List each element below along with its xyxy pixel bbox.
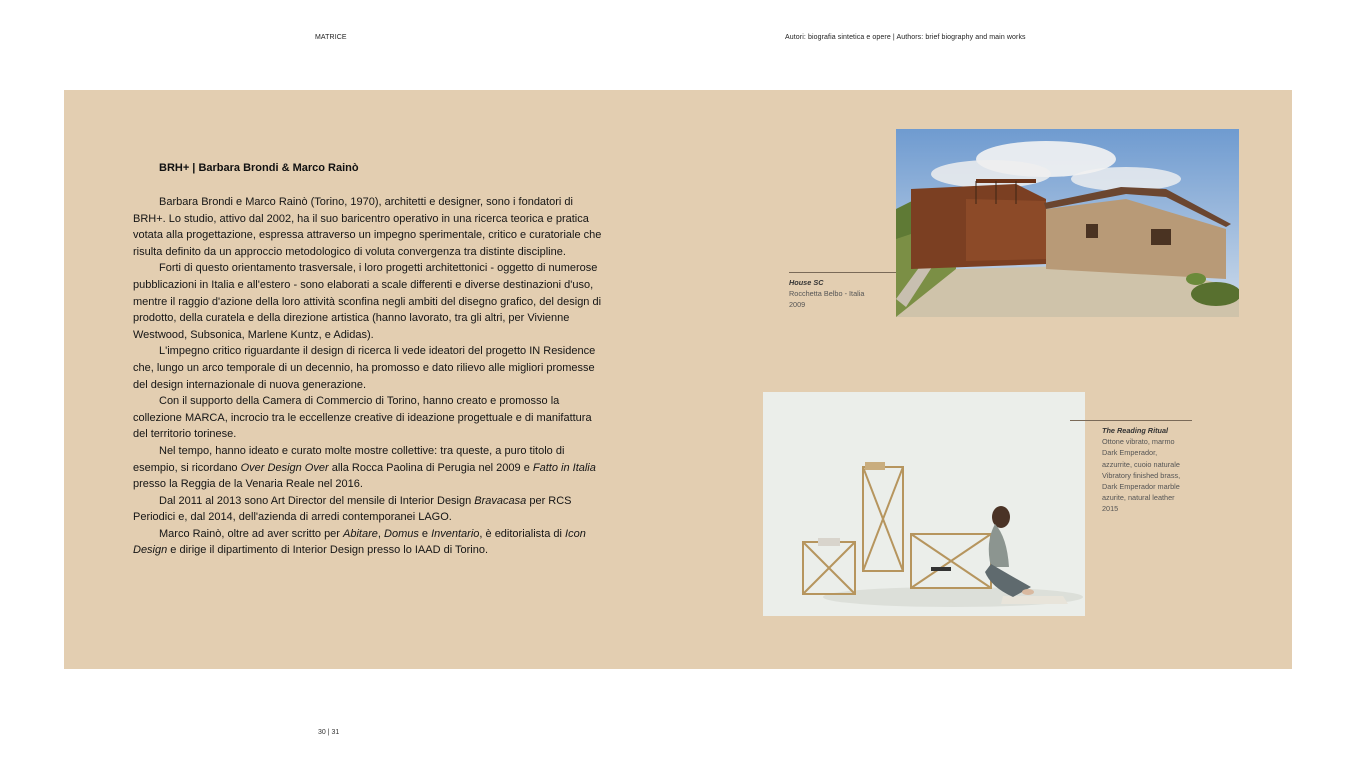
bio-paragraph: Barbara Brondi e Marco Rainò (Torino, 1970), architetti e designer, sono i fondatori di BRH+. Lo studio, attivo dal 2002, ha il suo baricentro operativo in una ricerca teorica e pratica votata alla progettazione, espressa attraverso un impegno sperimentale, critico e curatoriale che risulta definito da un approccio metodologico di voluta convergenza tra distinte discipline.	[133, 196, 602, 258]
italic-title: Icon Design	[133, 527, 586, 557]
italic-title: Bravacasa	[474, 494, 527, 507]
caption-rule	[789, 272, 896, 273]
work-detail: Dark Emperador marble	[1102, 482, 1180, 492]
house-sc-caption	[789, 277, 889, 311]
caption-rule	[1070, 420, 1192, 421]
running-header-left: MATRICE	[315, 34, 347, 41]
work-detail: Dark Emperador,	[1102, 448, 1158, 458]
reading-ritual-caption	[1102, 425, 1212, 515]
bio-paragraph: Con il supporto della Camera di Commercio di Torino, hanno creato e promosso la collezione MARCA, incrocio tra le eccellenze creative di ideazione progettuale e di manifattura del territorio torinese.	[133, 395, 592, 441]
bio-paragraph: Nel tempo, hanno ideato e curato molte mostre collettive: tra queste, a puro titolo di esempio, si ricordano Over Design Over alla Rocca Paolina di Perugia nel 2009 e Fatto in Italia presso la Reggia de la Venaria Reale nel 2016.	[133, 444, 596, 491]
entry-title: BRH+ | Barbara Brondi & Marco Rainò	[159, 162, 359, 174]
house-sc-photo	[896, 129, 1239, 317]
running-header-right: Autori: biografia sintetica e opere | Authors: brief biography and main works	[785, 34, 1026, 41]
work-detail: Rocchetta Belbo - Italia	[789, 289, 865, 299]
italic-title: Inventario	[431, 527, 480, 540]
italic-title: Domus	[384, 527, 419, 540]
italic-title: Fatto in Italia	[532, 461, 596, 474]
bio-paragraph: Marco Rainò, oltre ad aver scritto per Abitare, Domus e Inventario, è editorialista di Icon Design e dirige il dipartimento di Interior Design presso lo IAAD di Torino.	[133, 527, 586, 557]
work-detail: azzurrite, cuoio naturale	[1102, 459, 1180, 469]
italic-title: Abitare	[343, 527, 378, 540]
page-numbers: 30 | 31	[318, 729, 340, 736]
bio-paragraph: L'impegno critico riguardante il design di ricerca li vede ideatori del progetto IN Residence che, lungo un arco temporale di un decennio, ha promosso e dato rilievo alle migliori promesse del design internazionale di nuova generazione.	[133, 345, 596, 391]
bio-paragraph: Dal 2011 al 2013 sono Art Director del mensile di Interior Design Bravacasa per RCS Periodici e, dal 2014, dell'azienda di arredi contemporanei LAGO.	[133, 494, 572, 524]
reading-ritual-photo	[763, 392, 1085, 616]
work-detail: azurite, natural leather	[1102, 493, 1175, 503]
work-detail: 2015	[1102, 504, 1119, 514]
work-detail: 2009	[789, 300, 806, 310]
bio-paragraph: Forti di questo orientamento trasversale, i loro progetti architettonici - oggetto di numerose pubblicazioni in Italia e all'estero - sono elaborati a scale differenti e diverse destinazioni d'uso, mentre il raggio d'azione della loro attività sconfina negli ambiti del disegno grafico, del design di prodotto, della curatela e della direzione artistica (hanno lavorato, tra gli altri, per Vivienne Westwood, Subsonica, Marlene Kuntz, e Adidas).	[133, 262, 602, 341]
work-detail: Ottone vibrato, marmo	[1102, 437, 1175, 447]
work-detail: Vibratory finished brass,	[1102, 470, 1181, 480]
italic-title: Over Design Over	[240, 461, 329, 474]
work-title: House SC	[789, 278, 824, 287]
work-title: The Reading Ritual	[1102, 426, 1169, 435]
biography-text	[133, 194, 603, 559]
